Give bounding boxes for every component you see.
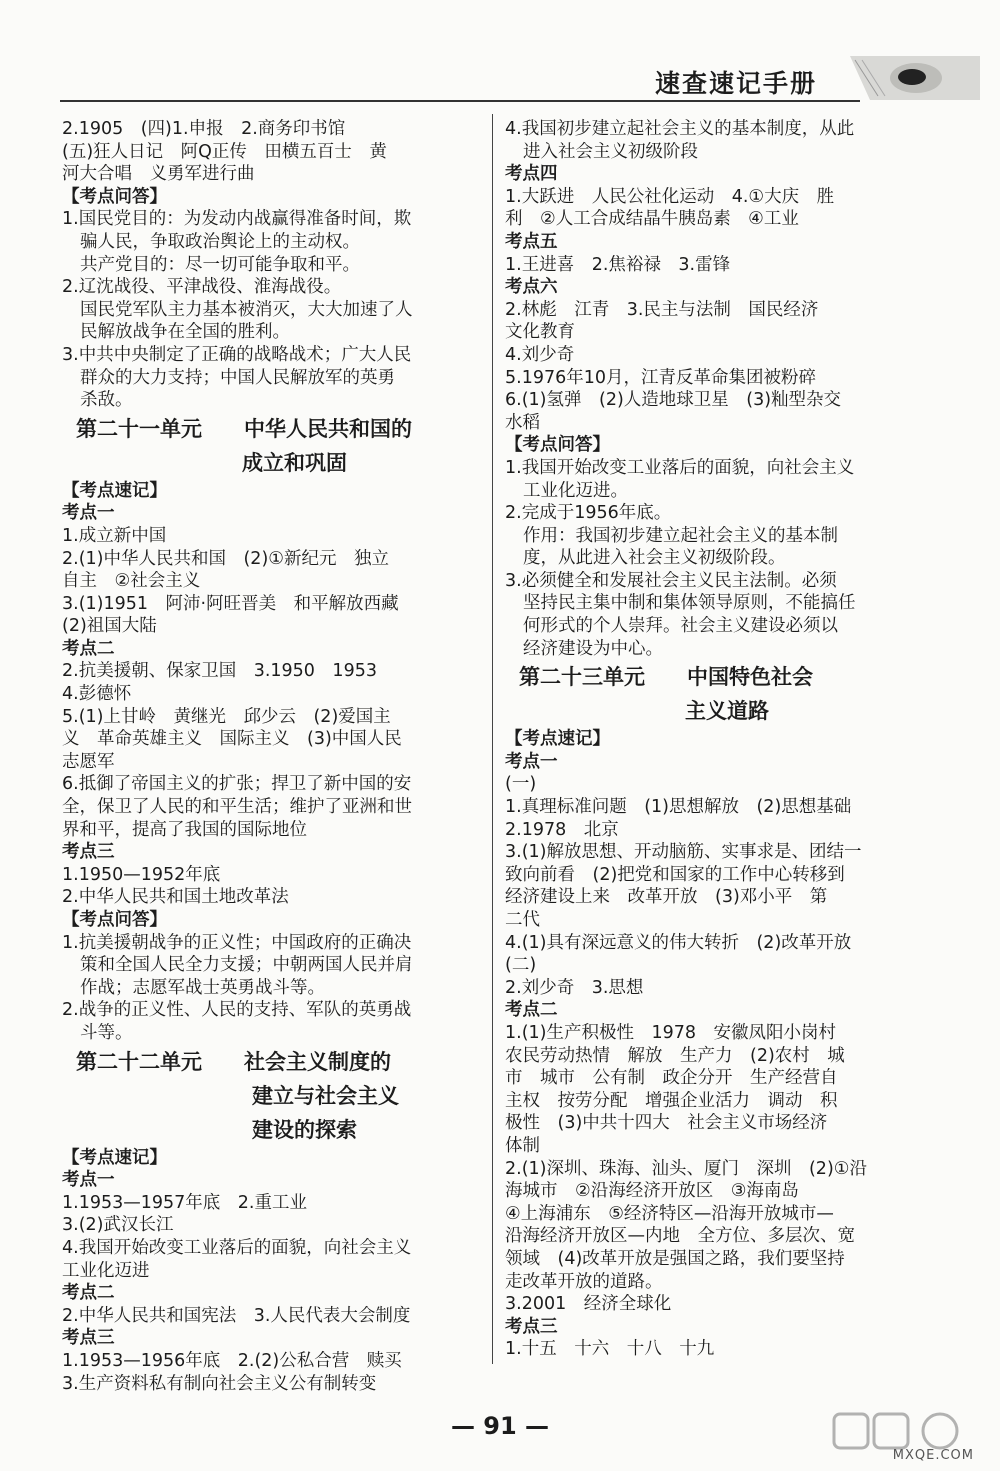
text-line: 市 城市 公有制 政企分开 生产经营自 xyxy=(505,1068,838,1089)
text-line: 主权 按劳分配 增强企业活力 调动 积 xyxy=(505,1090,838,1111)
text-line: 1.十五 十六 十八 十九 xyxy=(505,1339,715,1360)
text-line: (一) xyxy=(505,774,537,795)
text-line: (二) xyxy=(505,955,537,976)
text-line: 1.真理标准问题 (1)思想解放 (2)思想基础 xyxy=(505,797,852,818)
text-line: 3.2001 经济全球化 xyxy=(505,1294,672,1315)
section-heading: 考点二 xyxy=(505,1000,558,1021)
text-line: 作战；志愿军战士英勇战斗等。 xyxy=(80,977,325,998)
text-line: 6.抵御了帝国主义的扩张；捍卫了新中国的安 xyxy=(62,774,412,795)
text-line: 3.(2)武汉长江 xyxy=(62,1215,174,1236)
text-line: 1.(1)生产积极性 1978 安徽凤阳小岗村 xyxy=(505,1022,837,1043)
text-line: 3.生产资料私有制向社会主义公有制转变 xyxy=(62,1373,377,1394)
text-line: 1.王进喜 2.焦裕禄 3.雷锋 xyxy=(505,254,731,275)
unit-heading xyxy=(505,660,925,728)
text-line: 4.(1)具有深远意义的伟大转折 (2)改革开放 xyxy=(505,932,852,953)
text-line: 3.必须健全和发展社会主义民主法制。必须 xyxy=(505,570,837,591)
text-line: 杀敌。 xyxy=(80,390,133,411)
text-line: 1.1953—1956年底 2.(2)公私合营 赎买 xyxy=(62,1350,402,1371)
left-column xyxy=(62,118,480,1395)
text-line: 河大合唱 义勇军进行曲 xyxy=(62,164,255,185)
header-title: 速查速记手册 xyxy=(655,69,818,98)
text-line: 2.完成于1956年底。 xyxy=(505,503,672,524)
watermark-text: MXQE.COM xyxy=(892,1448,974,1463)
text-line: 致向前看 (2)把党和国家的工作中心转移到 xyxy=(505,864,845,885)
text-line: (五)狂人日记 阿Q正传 田横五百士 黄 xyxy=(62,141,387,162)
text-line: 沿海经济开放区—内地 全方位、多层次、宽 xyxy=(505,1226,855,1247)
text-line: 经济建设为中心。 xyxy=(523,638,663,659)
text-line: 文化教育 xyxy=(505,322,575,343)
text-line: 2.1978 北京 xyxy=(505,819,619,840)
text-line: 利 ②人工合成结晶牛胰岛素 ④工业 xyxy=(505,209,799,230)
text-line: 策和全国人民全力支援；中朝两国人民并肩 xyxy=(80,955,413,976)
text-line: 5.(1)上甘岭 黄继光 邱少云 (2)爱国主 xyxy=(62,706,391,727)
unit-title-line: 第二十二单元 社会主义制度的 xyxy=(76,1049,391,1074)
text-line: 共产党目的：尽一切可能争取和平。 xyxy=(80,254,360,275)
unit-heading xyxy=(62,412,480,480)
text-line: 义 革命英雄主义 国际主义 (3)中国人民 xyxy=(62,729,402,750)
section-heading: 考点六 xyxy=(505,277,558,298)
text-line: 骗人民，争取政治舆论上的主动权。 xyxy=(80,231,360,252)
column-divider xyxy=(492,114,493,1364)
header-rule xyxy=(60,100,860,102)
section-heading: 【考点问答】 xyxy=(62,910,167,930)
text-line: 1.抗美援朝战争的正义性；中国政府的正确决 xyxy=(62,932,412,953)
section-heading: 考点三 xyxy=(505,1316,558,1337)
text-line: 全，保卫了人民的和平生活；维护了亚洲和世 xyxy=(62,797,412,818)
text-line: 斗等。 xyxy=(80,1022,133,1043)
unit-title-line: 第二十三单元 中国特色社会 xyxy=(519,665,813,690)
section-heading: 考点二 xyxy=(62,1283,115,1304)
section-heading: 考点三 xyxy=(62,842,115,863)
text-line: 2.刘少奇 3.思想 xyxy=(505,977,644,998)
unit-title-line: 第二十一单元 中华人民共和国的 xyxy=(76,416,412,441)
section-heading: 考点三 xyxy=(62,1328,115,1349)
text-line: 领域 (4)改革开放是强国之路，我们要坚持 xyxy=(505,1248,845,1269)
text-line: 2.(1)深圳、珠海、汕头、厦门 深圳 (2)①沿 xyxy=(505,1158,867,1179)
right-column xyxy=(505,118,925,1361)
text-line: 工业化迈进 xyxy=(62,1260,150,1281)
text-line: 度，从此进入社会主义初级阶段。 xyxy=(523,548,786,569)
unit-heading xyxy=(62,1045,480,1147)
book-logo-icon xyxy=(850,56,980,100)
text-line: 群众的大力支持；中国人民解放军的英勇 xyxy=(80,367,395,388)
text-line: 3.(1)解放思想、开动脑筋、实事求是、团结一 xyxy=(505,842,862,863)
text-line: 1.1950—1952年底 xyxy=(62,864,221,885)
text-line: 3.(1)1951 阿沛·阿旺晋美 和平解放西藏 xyxy=(62,593,399,614)
unit-title-line: 成立和巩固 xyxy=(242,450,347,475)
text-line: 农民劳动热情 解放 生产力 (2)农村 城 xyxy=(505,1045,845,1066)
text-line: 2.(1)中华人民共和国 (2)①新纪元 独立 xyxy=(62,548,389,569)
text-line: 坚持民主集中制和集体领导原则，不能搞任 xyxy=(523,593,856,614)
text-line: 走改革开放的道路。 xyxy=(505,1271,663,1292)
section-heading: 【考点速记】 xyxy=(62,480,167,501)
text-line: 4.我国初步建立起社会主义的基本制度，从此 xyxy=(505,119,855,139)
text-line: (2)祖国大陆 xyxy=(62,616,157,637)
section-heading: 【考点速记】 xyxy=(505,729,610,750)
text-line: 进入社会主义初级阶段 xyxy=(523,141,698,162)
text-line: 5.1976年10月，江青反革命集团被粉碎 xyxy=(505,367,816,388)
text-line: 民解放战争在全国的胜利。 xyxy=(80,322,290,343)
text-line: 1.我国开始改变工业落后的面貌，向社会主义 xyxy=(505,457,855,478)
text-line: 1.成立新中国 xyxy=(62,525,167,546)
section-heading: 考点一 xyxy=(62,1170,115,1191)
text-line: 国民党军队主力基本被消灭，大大加速了人 xyxy=(80,299,413,320)
text-line: 2.辽沈战役、平津战役、淮海战役。 xyxy=(62,277,342,298)
section-heading: 考点四 xyxy=(505,164,558,185)
text-line: 水稻 xyxy=(505,412,540,433)
page-number: — 91 — xyxy=(450,1412,550,1440)
text-line: 2.1905 (四)1.申报 2.商务印书馆 xyxy=(62,119,346,139)
text-line: 工业化迈进。 xyxy=(523,480,628,501)
unit-title-line: 建立与社会主义 xyxy=(252,1083,399,1108)
section-heading: 【考点速记】 xyxy=(62,1147,167,1168)
text-line: ④上海浦东 ⑤经济特区—沿海开放城市— xyxy=(505,1203,834,1224)
unit-title-line: 主义道路 xyxy=(685,699,769,724)
text-line: 6.(1)氢弹 (2)人造地球卫星 (3)籼型杂交 xyxy=(505,390,842,411)
text-line: 经济建设上来 改革开放 (3)邓小平 第 xyxy=(505,887,828,908)
text-line: 2.抗美援朝、保家卫国 3.1950 1953 xyxy=(62,661,377,682)
text-line: 1.国民党目的：为发动内战赢得准备时间，欺 xyxy=(62,209,412,230)
text-line: 界和平，提高了我国的国际地位 xyxy=(62,819,307,840)
text-line: 2.中华人民共和国宪法 3.人民代表大会制度 xyxy=(62,1305,411,1326)
page-header xyxy=(0,0,1000,110)
text-line: 2.林彪 江青 3.民主与法制 国民经济 xyxy=(505,299,819,320)
text-line: 4.彭德怀 xyxy=(62,684,132,705)
text-line: 3.中共中央制定了正确的战略战术；广大人民 xyxy=(62,344,412,365)
section-heading: 【考点问答】 xyxy=(505,435,610,456)
section-heading: 考点五 xyxy=(505,231,558,252)
section-heading: 考点二 xyxy=(62,638,115,659)
section-heading: 【考点问答】 xyxy=(62,186,167,207)
text-line: 1.1953—1957年底 2.重工业 xyxy=(62,1192,307,1213)
text-line: 1.大跃进 人民公社化运动 4.①大庆 胜 xyxy=(505,186,835,207)
text-line: 志愿军 xyxy=(62,751,115,772)
text-line: 自主 ②社会主义 xyxy=(62,571,201,592)
text-line: 4.刘少奇 xyxy=(505,344,575,365)
text-line: 4.我国开始改变工业落后的面貌，向社会主义 xyxy=(62,1237,412,1258)
text-line: 2.战争的正义性、人民的支持、军队的英勇战 xyxy=(62,1000,412,1021)
section-heading: 考点一 xyxy=(62,503,115,524)
text-line: 体制 xyxy=(505,1135,540,1156)
section-heading: 考点一 xyxy=(505,751,558,772)
text-line: 海城市 ②沿海经济开放区 ③海南岛 xyxy=(505,1181,799,1202)
text-line: 二代 xyxy=(505,910,540,930)
text-line: 极性 (3)中共十四大 社会主义市场经济 xyxy=(505,1113,828,1134)
text-line: 2.中华人民共和国土地改革法 xyxy=(62,887,289,908)
unit-title-line: 建设的探索 xyxy=(252,1117,357,1142)
text-line: 何形式的个人崇拜。社会主义建设必须以 xyxy=(523,616,838,637)
text-line: 作用：我国初步建立起社会主义的基本制 xyxy=(523,525,838,546)
